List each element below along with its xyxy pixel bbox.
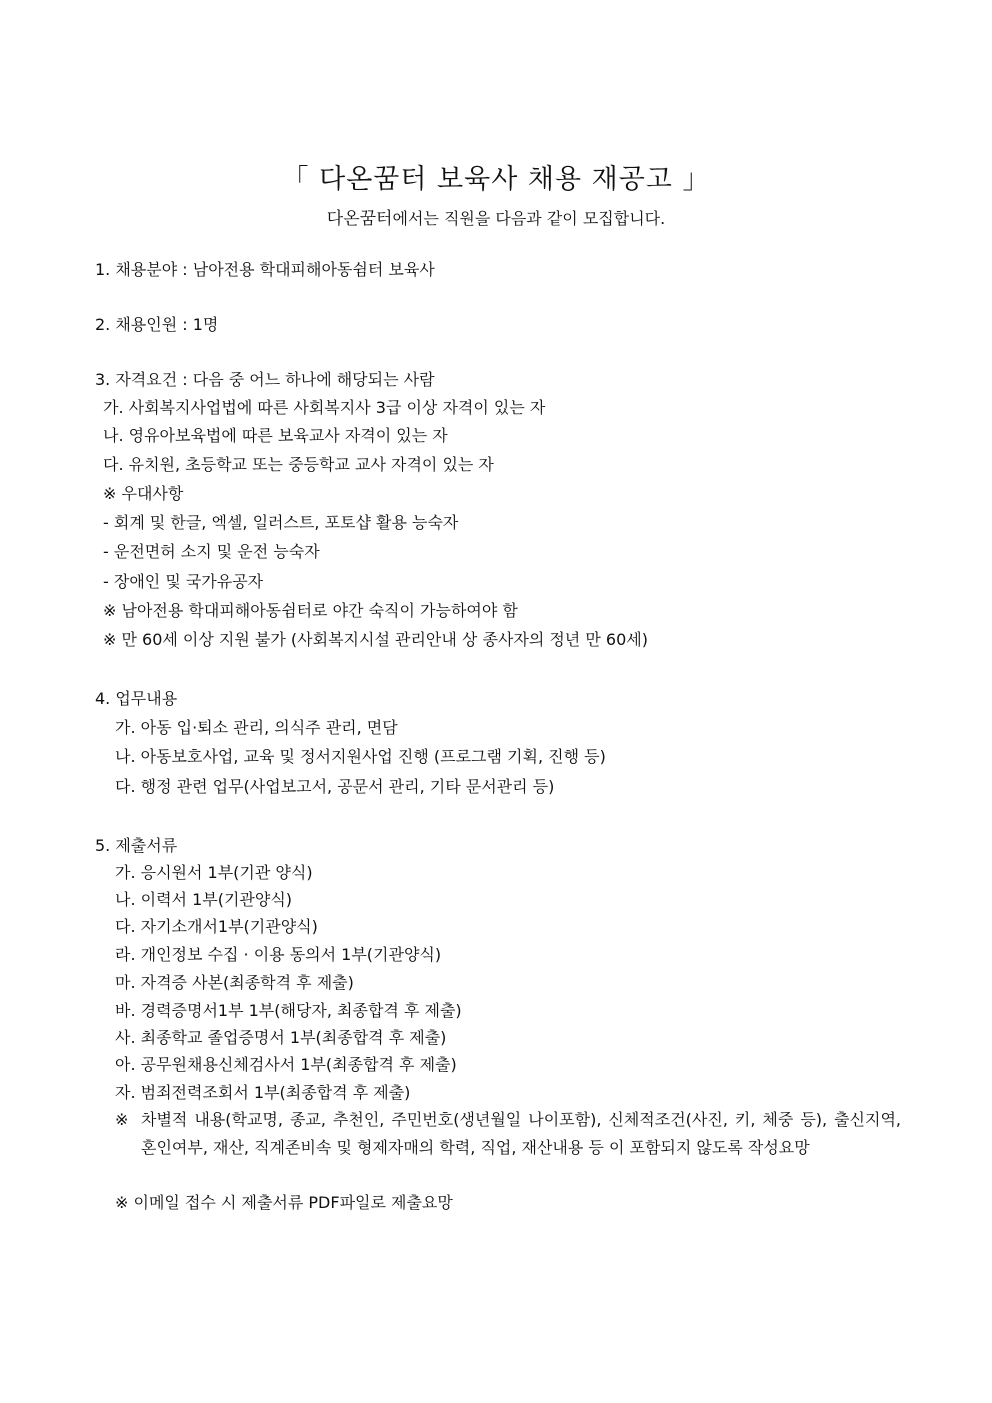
section-1-heading: 1. 채용분야 : 남아전용 학대피해아동쉼터 보육사 (95, 260, 435, 279)
preference-heading: ※ 우대사항 (103, 484, 184, 503)
discrimination-note-text: 차별적 내용(학교명, 종교, 추천인, 주민번호(생년월일 나이포함), 신체적조건(사진, 키, 체중 등), 출신지역, 혼인여부, 재산, 직계존비속 및 형제자매의 학력, 직업, 재산내용 등 이 포함되지 않도록 작성요망 (141, 1110, 901, 1157)
qualification-item: 가. 사회복지사업법에 따른 사회복지사 3급 이상 자격이 있는 자 (103, 398, 546, 417)
section-5-heading: 5. 제출서류 (95, 836, 178, 855)
subtitle-brand: 다온꿈터 (326, 209, 393, 229)
document-item: 다. 자기소개서1부(기관양식) (115, 917, 318, 936)
duty-item: 가. 아동 입·퇴소 관리, 의식주 관리, 면담 (115, 718, 398, 737)
document-item: 자. 범죄전력조회서 1부(최종합격 후 제출) (115, 1083, 411, 1102)
document-item: 아. 공무원채용신체검사서 1부(최종합격 후 제출) (115, 1055, 457, 1074)
duty-item: 나. 아동보호사업, 교육 및 정서지원사업 진행 (프로그램 기획, 진행 등) (115, 747, 606, 766)
document-item: 바. 경력증명서1부 1부(해당자, 최종합격 후 제출) (115, 1001, 462, 1020)
qualification-item: 나. 영유아보육법에 따른 보육교사 자격이 있는 자 (103, 426, 448, 445)
reference-mark: ※ (115, 1110, 129, 1129)
preference-item: - 운전면허 소지 및 운전 능숙자 (103, 542, 320, 561)
subtitle-text: 에서는 직원을 다음과 같이 모집합니다. (392, 209, 666, 228)
requirement-note: ※ 남아전용 학대피해아동쉼터로 야간 숙직이 가능하여야 함 (103, 601, 518, 620)
section-3-heading: 3. 자격요건 : 다음 중 어느 하나에 해당되는 사람 (95, 370, 435, 389)
document-title: 「 다온꿈터 보육사 채용 재공고 」 (281, 164, 711, 195)
qualification-item: 다. 유치원, 초등학교 또는 중등학교 교사 자격이 있는 자 (103, 455, 494, 474)
requirement-note: ※ 만 60세 이상 지원 불가 (사회복지시설 관리안내 상 종사자의 정년 만 60세) (103, 630, 648, 649)
document-subtitle (0, 207, 992, 231)
preference-item: - 회계 및 한글, 엑셀, 일러스트, 포토샵 활용 능숙자 (103, 513, 459, 532)
section-2-heading: 2. 채용인원 : 1명 (95, 315, 219, 334)
discrimination-note (115, 1106, 905, 1190)
document-item: 가. 응시원서 1부(기관 양식) (115, 863, 313, 882)
preference-item: - 장애인 및 국가유공자 (103, 572, 264, 591)
section-4-heading: 4. 업무내용 (95, 689, 178, 708)
document-item: 나. 이력서 1부(기관양식) (115, 890, 293, 909)
document-item: 마. 자격증 사본(최종학격 후 제출) (115, 973, 354, 992)
duty-item: 다. 행정 관련 업무(사업보고서, 공문서 관리, 기타 문서관리 등) (115, 777, 555, 796)
document-item: 라. 개인정보 수집 · 이용 동의서 1부(기관양식) (115, 945, 442, 964)
document-item: 사. 최종학교 졸업증명서 1부(최종합격 후 제출) (115, 1028, 447, 1047)
email-submission-note: ※ 이메일 접수 시 제출서류 PDF파일로 제출요망 (115, 1193, 453, 1212)
